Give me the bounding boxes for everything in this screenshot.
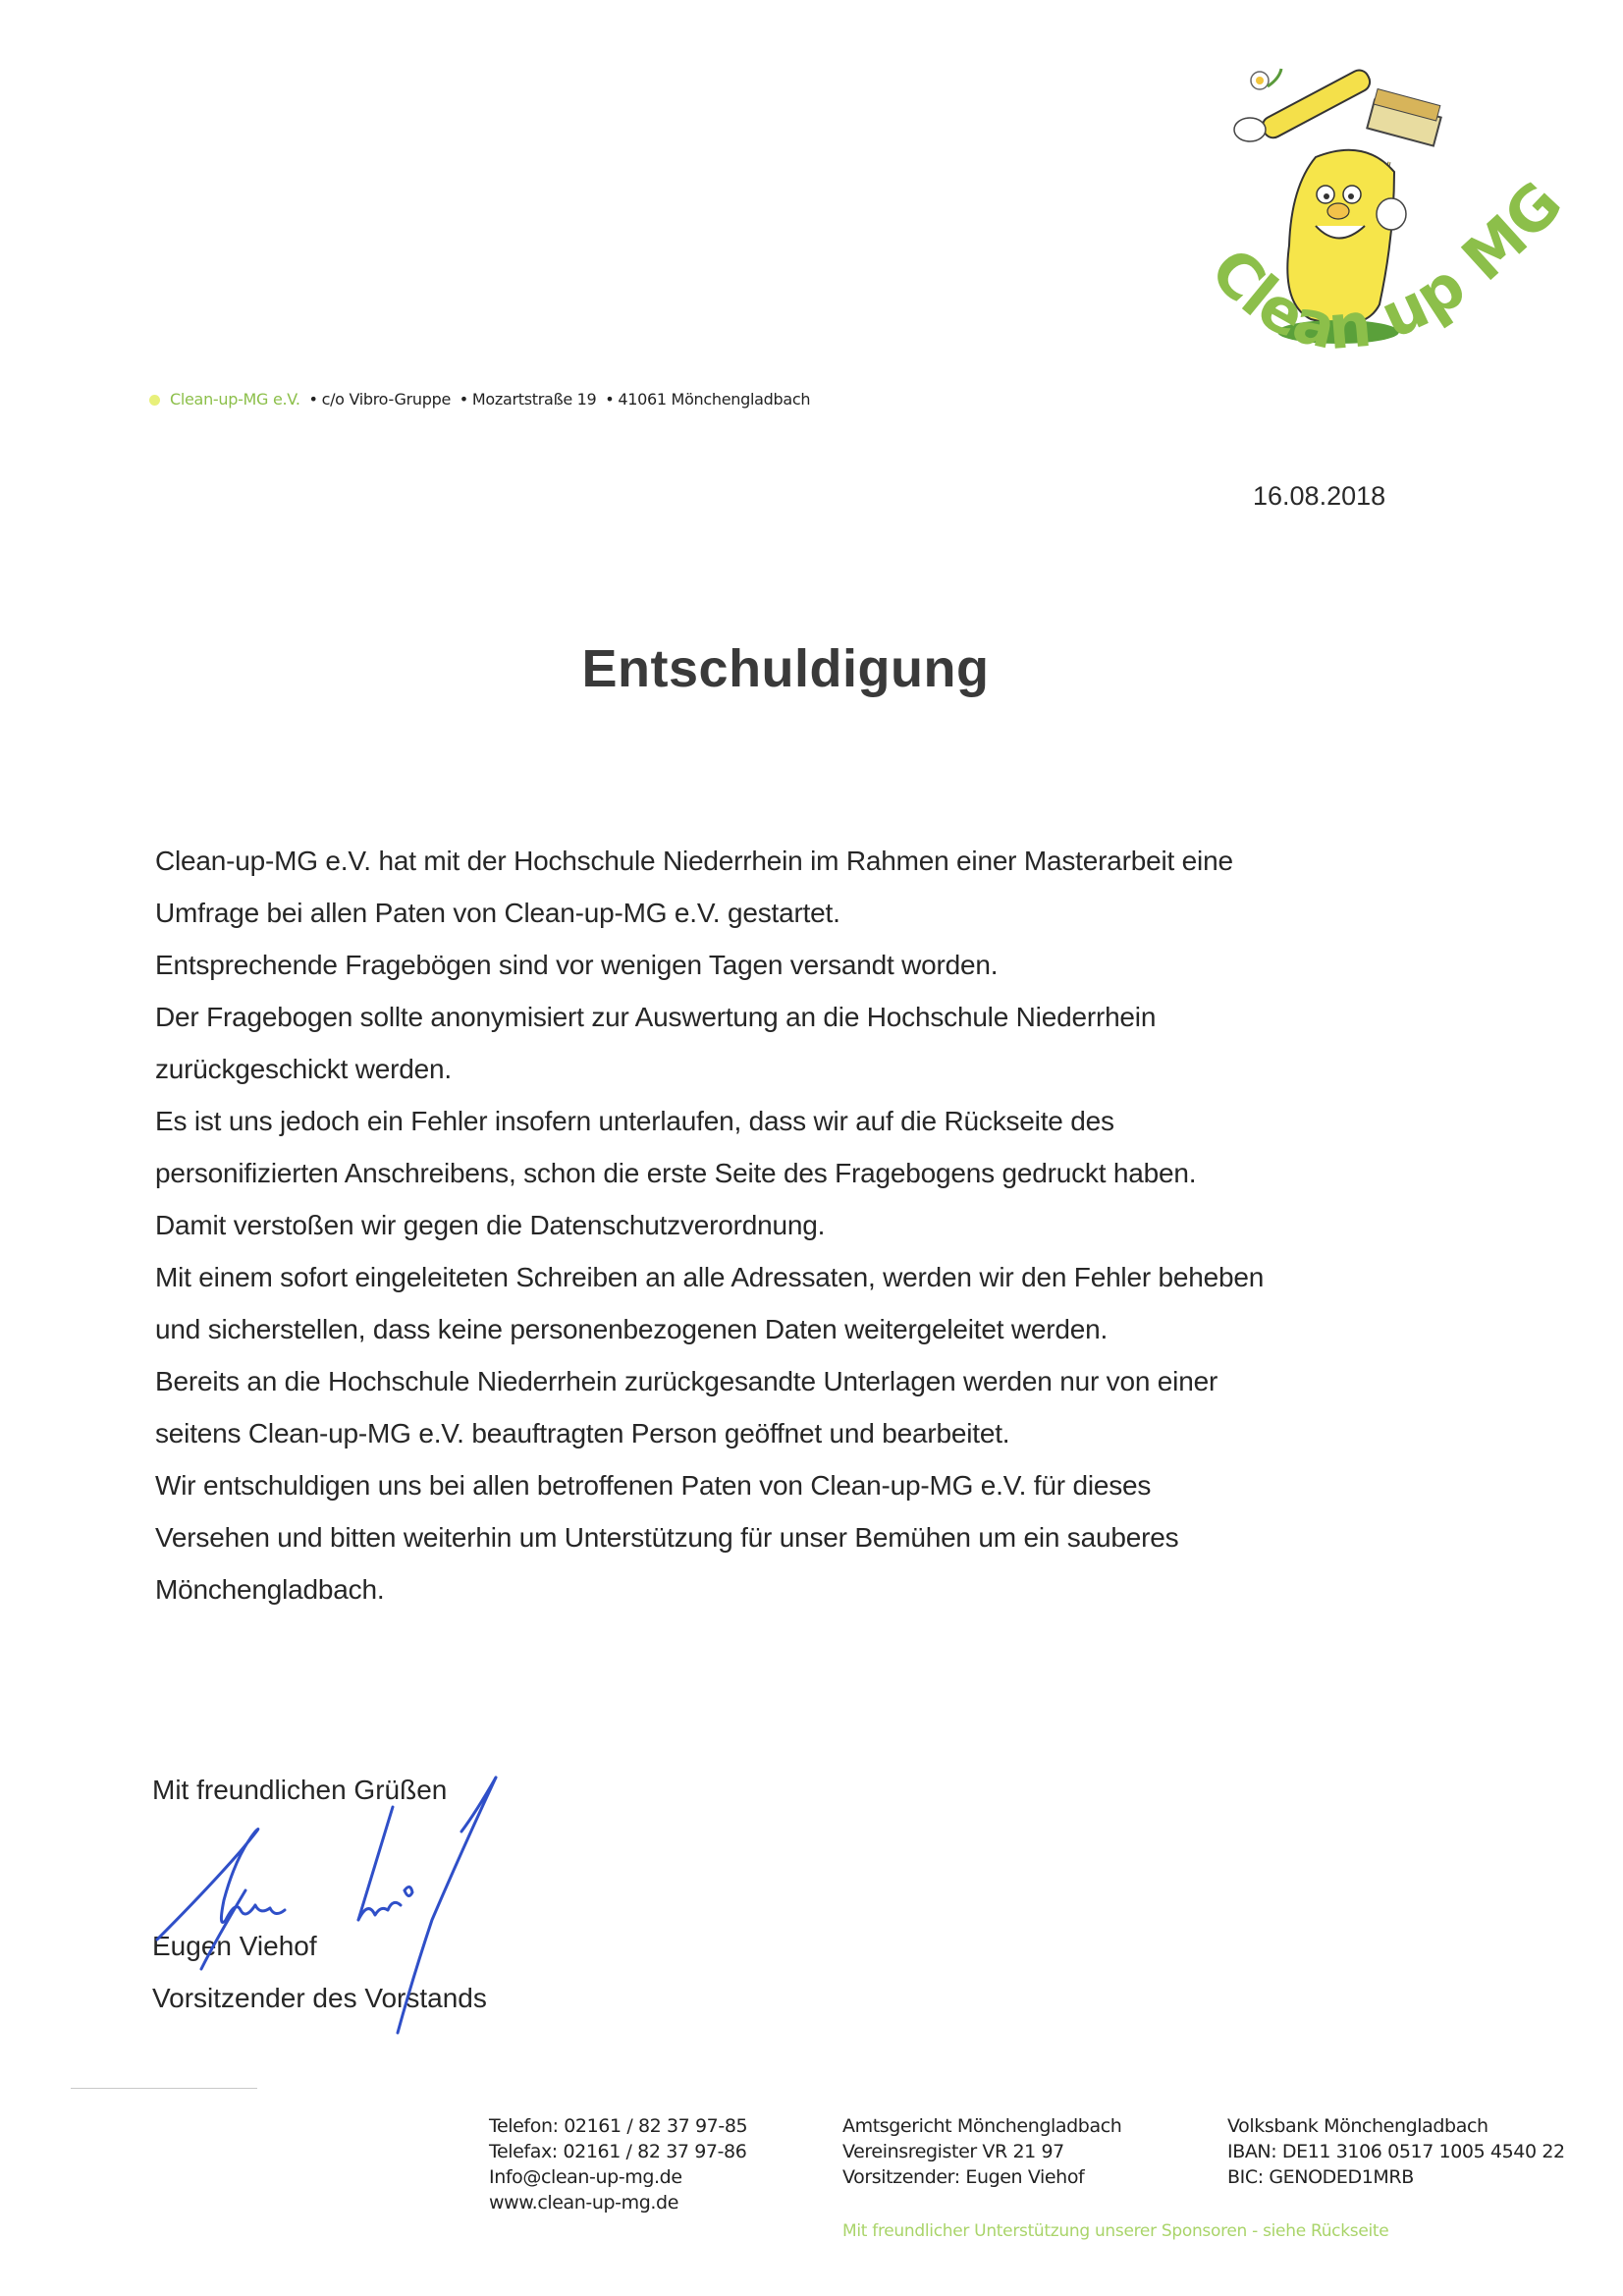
footer-website: www.clean-up-mg.de [489, 2192, 678, 2214]
handwritten-signature [147, 1773, 540, 2048]
signature-icon [147, 1773, 540, 2048]
footer-register-number: Vereinsregister VR 21 97 [842, 2141, 1064, 2162]
body-line: Mönchengladbach. [155, 1574, 385, 1605]
sender-address-line [149, 390, 810, 409]
body-line: Mit einem sofort eingeleiteten Schreiben an alle Adressaten, werden wir den Fehler beheben [155, 1262, 1265, 1292]
signer-name: Eugen Viehof [152, 1931, 317, 1961]
body-line: Der Fragebogen sollte anonymisiert zur Auswertung an die Hochschule Niederrhein [155, 1002, 1157, 1032]
footer-phone: Telefon: 02161 / 82 37 97-85 [489, 2115, 748, 2137]
bullet-dot-icon [149, 395, 160, 406]
footer-bank-name: Volksbank Mönchengladbach [1227, 2115, 1488, 2137]
body-line: zurückgeschickt werden. [155, 1054, 452, 1084]
footer-email: Info@clean-up-mg.de [489, 2166, 682, 2188]
footer-court: Amtsgericht Mönchengladbach [842, 2115, 1122, 2137]
body-line: Bereits an die Hochschule Niederrhein zurückgesandte Unterlagen werden nur von einer [155, 1366, 1218, 1396]
letter-title: Entschuldigung [581, 639, 990, 698]
clean-up-mg-logo [1163, 39, 1586, 432]
footer-bank-column [1227, 2113, 1565, 2190]
sender-street: Mozartstraße 19 [471, 390, 597, 409]
body-line: Entsprechende Fragebögen sind vor wenigen Tagen versandt worden. [155, 950, 999, 980]
body-line: seitens Clean-up-MG e.V. beauftragten Person geöffnet und bearbeitet. [155, 1418, 1010, 1449]
closing-greeting: Mit freundlichen Grüßen [152, 1775, 448, 1805]
footer-sponsor-note: Mit freundlicher Unterstützung unserer Sponsoren - siehe Rückseite [842, 2221, 1389, 2241]
footer-bic: BIC: GENODED1MRB [1227, 2166, 1414, 2188]
separator: • [605, 390, 615, 409]
footer-registry-column [842, 2113, 1121, 2190]
letter-date: 16.08.2018 [1253, 481, 1386, 511]
sender-city: 41061 Mönchengladbach [618, 390, 811, 409]
body-line: Es ist uns jedoch ein Fehler insofern unterlaufen, dass wir auf die Rückseite des [155, 1106, 1114, 1136]
body-line: Wir entschuldigen uns bei allen betroffenen Paten von Clean-up-MG e.V. für dieses [155, 1470, 1152, 1501]
footer-contact-column [489, 2113, 747, 2215]
body-line: und sicherstellen, dass keine personenbezogenen Daten weitergeleitet werden. [155, 1314, 1109, 1344]
separator: • [459, 390, 468, 409]
body-line: Clean-up-MG e.V. hat mit der Hochschule Niederrhein im Rahmen einer Masterarbeit eine [155, 846, 1233, 876]
logo-text: Clean up MG [1196, 167, 1577, 364]
footer-chairman: Vorsitzender: Eugen Viehof [842, 2166, 1085, 2188]
sender-organization: Clean-up-MG e.V. [170, 390, 300, 409]
body-line: Umfrage bei allen Paten von Clean-up-MG e.V. gestartet. [155, 898, 840, 928]
body-line: Versehen und bitten weiterhin um Unterstützung für unser Bemühen um ein sauberes [155, 1522, 1179, 1553]
body-line: personifizierten Anschreibens, schon die erste Seite des Fragebogens gedruckt haben. [155, 1158, 1197, 1188]
body-line: Damit verstoßen wir gegen die Datenschutzverordnung. [155, 1210, 826, 1240]
footer-divider [71, 2088, 257, 2089]
letter-body [155, 835, 1451, 1615]
footer-iban: IBAN: DE11 3106 0517 1005 4540 22 [1227, 2141, 1565, 2162]
mascot-icon [1163, 39, 1586, 432]
footer-fax: Telefax: 02161 / 82 37 97-86 [489, 2141, 747, 2162]
sender-care-of: c/o Vibro-Gruppe [321, 390, 451, 409]
separator: • [308, 390, 318, 409]
signer-role: Vorsitzender des Vorstands [152, 1983, 487, 2013]
